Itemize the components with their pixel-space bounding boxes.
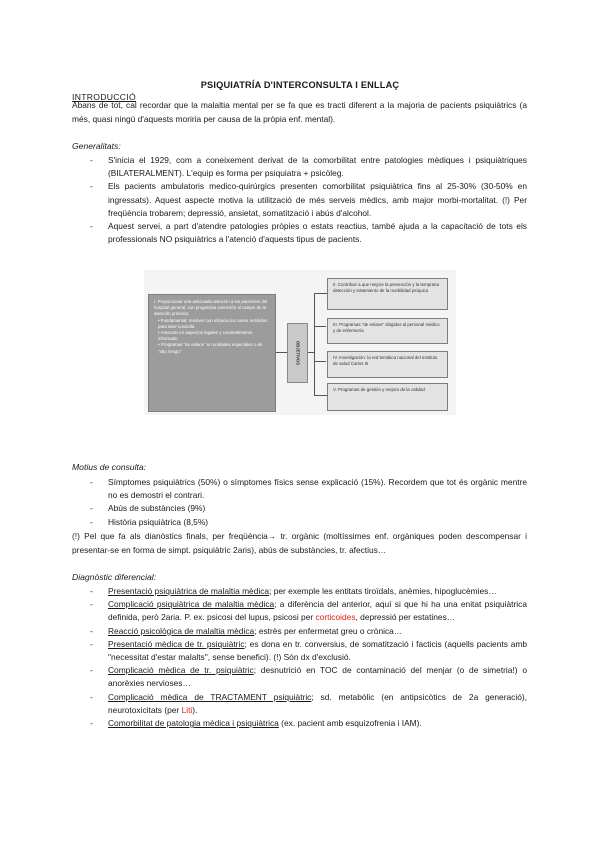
diagram-left-sub: • Asesorar en aspectos legales y consentimiento informado <box>158 330 253 342</box>
diagram-center-box <box>287 323 308 383</box>
connector-line <box>314 326 326 327</box>
diagram-left-title: I. Proporcionar una adecuada atención a los pacientes del hospital general, con progresiva extensión al campo de la atención primaria: <box>154 299 268 317</box>
list-item: - S'inicia el 1929, com a coneixement derivat de la comorbilitat entre patologies mèdiques i psiquiàtriques (BILATERALMENT). L'equip es forma per psiquiatra + psicòleg. <box>90 154 527 180</box>
intro-paragraph: Abans de tot, cal recordar que la malaltia mental per se fa que es tracti diferent a la majoria de pacients psiquiàtrics (a més, quasi ningú d'aquests moriria per causa de la pròpia enf. mental). <box>72 100 527 124</box>
diagnostic-term: Presentació mèdica de tr. psiquiàtric <box>108 638 245 649</box>
diagnostic-text: (ex. pacient amb esquizofrenia i IAM). <box>278 718 422 729</box>
diagram-right-box: II. Contribuir a que mejore la prevención y la temprana detección y tratamiento de la morbilidad psíquica <box>327 278 448 310</box>
diagnostic-text: ). <box>192 704 198 715</box>
generalitats-list <box>90 154 527 246</box>
connector-bracket <box>314 293 327 396</box>
list-item: - Els pacients ambulatoris medico-quirúrgics presenten comorbilitat psiquiàtrica fins al 25-30% (30-50% en ingressats). Aquest aspecte motiva la utilització de més serveis mèdics, amb major morbi-mortalitat. (!) Per freqüència trobarem; depressió, ansietat, somatització i abús d'alcohol. <box>90 180 527 220</box>
list-item: - Aquest servei, a part d'atendre patologies pròpies o estats reactius, també ajuda a la capacitació de tots els professionals NO psiquiàtrics a l'atenció d'aquests tipus de pacients. <box>90 220 527 246</box>
list-item <box>90 717 527 730</box>
motius-note: (!) Pel que fa als dianòstics finals, per freqüència→ tr. orgànic (moltíssimes enf. orgàniques poden descompensar i presentar-se en forma de simpt. psiquiàtric 2aris), abús de substàncies, tr. afectius… <box>72 531 527 555</box>
diagram-left-box <box>148 294 276 412</box>
page-title: PSIQUIATRÍA D'INTERCONSULTA I ENLLAÇ <box>200 80 400 90</box>
diagnostic-text: ; a diferència del anterior, aquí si que hi ha una enitat psiquiàtrica definida, però 2aria. P. ex. psicosi del lupus, psicosi per <box>108 599 527 623</box>
diagnostic-text: ; es dona en tr. conversius, de somatització i facticis (aquells pacients amb "necessitat d'estar malalts", sense benefici). (!) Són dx d'exclusió. <box>108 638 528 663</box>
generalitats-heading: Generalitats: <box>72 141 121 151</box>
diagnostic-list <box>90 585 527 730</box>
diagram-center-label: OBJETIVOS <box>295 341 300 365</box>
list-item <box>90 691 527 717</box>
list-item: - Símptomes psiquiàtrics (50%) o símptomes físics sense explicació (15%). Recordem que tot és orgànic mentre no es demostri el contrari. <box>90 476 527 502</box>
diagnostic-text: ; estrès per enfermetat greu o crònica… <box>254 625 403 636</box>
diagnostic-term: Complicació mèdica de tr. psiquiàtric <box>108 665 254 676</box>
list-item <box>90 585 527 598</box>
list-item <box>90 625 527 638</box>
diagram-left-sub: • Fundamental: resolver con eficacia los casos remitidos para inter-consulta <box>158 317 268 329</box>
connector-line <box>308 352 314 353</box>
list-item: - Abús de substàncies (9%) <box>90 502 527 515</box>
connector-line <box>276 352 287 353</box>
motius-list <box>90 476 527 529</box>
diagnostic-text: , depressió per estatines… <box>355 612 456 623</box>
diagram-right-box: III. Programas "de enlace" dirigidos al personal médico y de enfermería <box>327 318 448 344</box>
diagram-left-sub: • Programas "de enlace" en unidades especiales o de "alto riesgo" <box>158 342 263 354</box>
connector-line <box>314 361 326 362</box>
diagnostic-text: ; sd. metabòlic (en antipsicòtics de 2a generació), neurotoxicitats (per <box>108 691 527 715</box>
highlight-red: Liti <box>181 704 193 715</box>
diagnostic-term: Complicació psiquiàtrica de malaltia mèdica <box>108 599 275 610</box>
list-item <box>90 638 527 664</box>
diagram-right-box: IV. Investigación: la red temática nacional del Instituto de salud Carlos III <box>327 351 448 378</box>
diagram-right-box: V. Programas de gestión y mejora de la calidad <box>327 383 448 411</box>
list-item <box>90 598 527 624</box>
motius-heading: Motius de consulta: <box>72 462 147 472</box>
diagnostic-term: Presentació psiquiàtrica de malaltia mèdica <box>108 586 270 596</box>
diagnostic-term: Reacció psicològica de malaltia mèdica <box>108 625 255 636</box>
diagnostic-term: Comorbilitat de patologia mèdica i psiquiàtrica <box>108 718 279 729</box>
diagnostic-text: ; desnutrició en TOC de contaminació del menjar (o de simetria!) o anorèxies nervioses… <box>108 665 527 689</box>
diagnostic-heading: Diagnòstic diferencial: <box>72 572 157 582</box>
intro-heading: INTRODUCCIÓ <box>72 92 136 102</box>
objectives-diagram <box>144 270 456 415</box>
list-item: - Història psiquiàtrica (8,5%) <box>90 516 527 529</box>
highlight-red: corticoides <box>315 612 356 623</box>
diagnostic-text: ; per exemple les entitats tiroïdals, anèmies, hipoglucèmies… <box>269 586 497 596</box>
diagnostic-term: Complicació mèdica de TRACTAMENT psiquiàtric <box>108 691 312 702</box>
list-item <box>90 664 527 690</box>
